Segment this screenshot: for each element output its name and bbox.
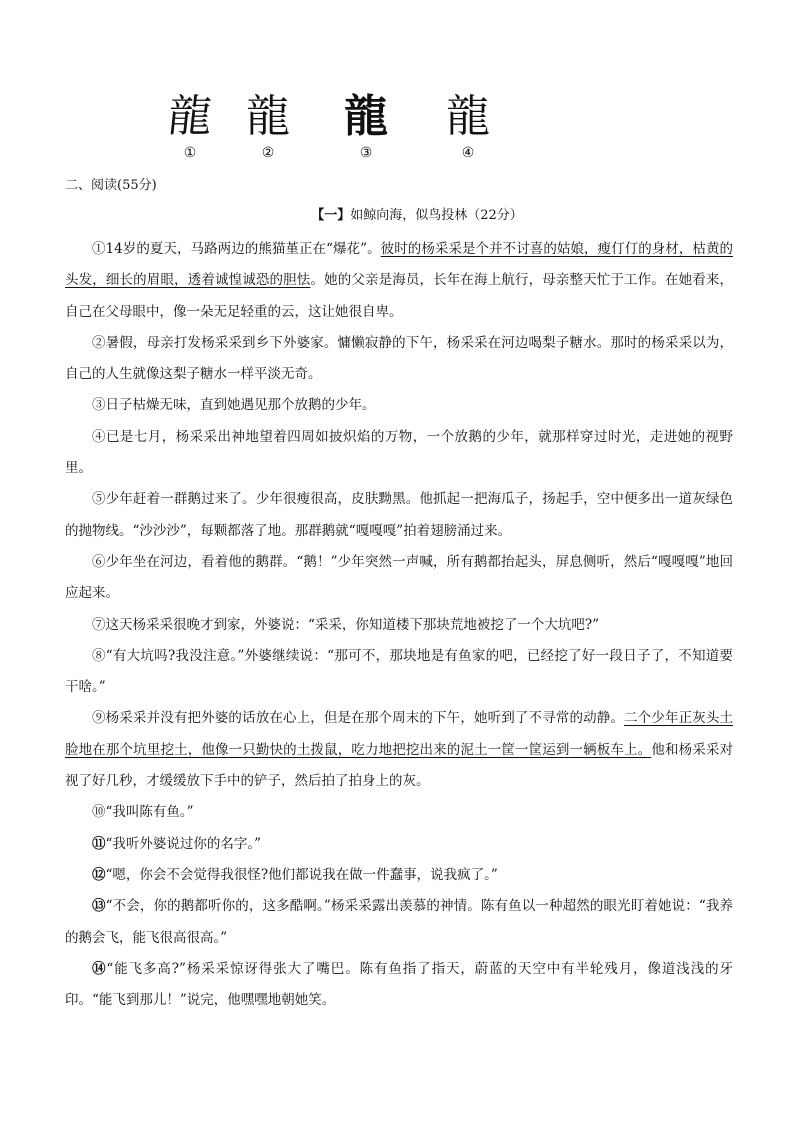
paragraph-9-text-a: ⑨杨采采并没有把外婆的话放在心上，但是在那个周末的下午，她听到了不寻常的动静。 [92, 710, 625, 727]
glyph-4-number: ④ [461, 145, 475, 161]
glyph-1-number: ① [183, 145, 197, 161]
paragraph-14-number: ⑭ [92, 960, 107, 977]
paragraph-12-text: “嗯，你会不会觉得我很怪?他们都说我在做一件蠢事，说我疯了。” [105, 866, 498, 883]
paragraph-9 [65, 703, 733, 797]
paragraph-14 [65, 954, 733, 1017]
passage-title-text: 如鲸向海，似鸟投林（22分） [350, 208, 523, 223]
paragraph-7: ⑦这天杨采采很晚才到家，外婆说：“采采，你知道楼下那块荒地被挖了一个大坑吧?” [92, 616, 600, 633]
paragraph-11 [65, 829, 733, 860]
glyph-2-number: ② [261, 145, 275, 161]
calligraphy-glyph-row [150, 92, 510, 167]
glyph-1 [160, 92, 220, 162]
glyph-2 [238, 92, 298, 162]
paragraph-9-underlined: 二个少年正灰头土脸地在那个坑里挖土，他像一只勤快的土拨鼠，吃力地把挖出来的泥土一筐一筐运到一辆板车上。 [65, 710, 734, 758]
paragraph-1-text-b: 。她的父亲是海员，长年在海上航行，母亲整天忙于工作。在她看来，自己在父母眼中，像一朵无足轻重的云，这让她很自卑。 [65, 272, 733, 320]
paragraph-12-number: ⑫ [92, 866, 106, 883]
passage-body [65, 234, 733, 1016]
glyph-3-char: 龍 [344, 91, 388, 142]
paragraph-13-number: ⑬ [92, 898, 106, 915]
glyph-2-char: 龍 [246, 91, 290, 142]
paragraph-1-underlined: 彼时的杨采采是个并不讨喜的姑娘，瘦仃仃的身材，枯黄的头发，细长的眉眼，透着诚惶诚恐的胆怯 [65, 241, 734, 289]
paragraph-6: ⑥少年坐在河边，看着他的鹅群。“鹅！”少年突然一声喊，所有鹅都抬起头，屏息侧听，然后“嘎嘎嘎”地回应起来。 [65, 553, 733, 602]
paragraph-13 [65, 891, 733, 954]
paragraph-10: ⑩“我叫陈有鱼。” [92, 804, 194, 821]
paragraph-11-number: ⑪ [92, 835, 106, 852]
passage-label: 【一】 [311, 208, 351, 223]
paragraph-5: ⑤少年赶着一群鹅过来了。少年很瘦很高，皮肤黝黑。他抓起一把海瓜子，扬起手，空中便多出一道灰绿色的抛物线。“沙沙沙”，每颗都落了地。那群鹅就“嘎嘎嘎”拍着翅膀涌过来。 [65, 491, 733, 539]
glyph-3 [336, 92, 396, 162]
paragraph-14-text: “能飞多高?”杨采采惊讶得张大了嘴巴。陈有鱼指了指天，蔚蓝的天空中有半轮残月，像道浅浅的牙印。“能飞到那儿！”说完，他嘿嘿地朝她笑。 [65, 960, 734, 1009]
passage-title [0, 207, 794, 225]
paragraph-11-text: “我听外婆说过你的名字。” [105, 835, 262, 852]
glyph-4-char: 龍 [446, 91, 490, 142]
paragraph-12 [65, 860, 733, 891]
paragraph-3: ③日子枯燥无味，直到她遇见那个放鹅的少年。 [92, 397, 376, 414]
paragraph-1 [65, 234, 733, 328]
paragraph-2: ②暑假，母亲打发杨采采到乡下外婆家。慵懒寂静的下午，杨采采在河边喝梨子糖水。那时的杨采采以为， 自己的人生就像这梨子糖水一样平淡无奇。 [65, 334, 733, 383]
glyph-1-char: 龍 [165, 91, 215, 142]
section-heading: 二、阅读(55分) [65, 178, 157, 193]
paragraph-8: ⑧“有大坑吗?我没注意。”外婆继续说：“那可不，那块地是有鱼家的吧，已经挖了好一段日子了，不知道要干啥。” [65, 647, 733, 696]
glyph-4 [438, 92, 498, 162]
glyph-3-number: ③ [359, 145, 373, 161]
paragraph-1-text-a: ①14岁的夏天，马路两边的熊猫堇正在“爆花”。 [92, 241, 381, 257]
paragraph-13-text: “不会，你的鹅都听你的，这多酷啊。”杨采采露出羡慕的神情。陈有鱼以一种超然的眼光盯着她说：“我养的鹅会飞，能飞很高很高。” [65, 898, 733, 946]
paragraph-9-text-b: 他和杨采采对视了好几秒，才缓缓放下手中的铲子，然后拍了拍身上的灰。 [65, 741, 734, 790]
paragraph-4: ④已是七月，杨采采出神地望着四周如披炽焰的万物，一个放鹅的少年，就那样穿过时光，走进她的视野里。 [65, 428, 733, 477]
